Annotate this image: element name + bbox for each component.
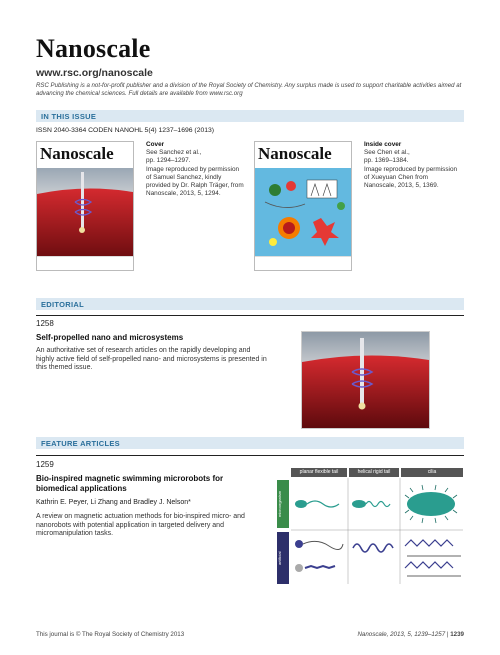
inside-cover-art: [255, 142, 351, 270]
editorial-page-number: 1258: [36, 319, 54, 328]
cover-caption-line: Nanoscale, 2013, 5, 1294.: [146, 190, 221, 198]
inside-cover-footer-strip: [255, 256, 351, 270]
editorial-title[interactable]: Self-propelled nano and microsystems: [36, 333, 184, 342]
footer-citation: [357, 631, 464, 638]
inside-cover-label: Inside cover: [364, 141, 402, 148]
feature-title[interactable]: [36, 474, 266, 494]
editorial-heading: EDITORIAL: [41, 300, 84, 309]
footer-separator: |: [446, 631, 451, 638]
feature-abstract: A review on magnetic actuation methods for bio-inspired micro- and nanorobots with potential application in targeted delivery and micromanipulation tasks.: [36, 513, 245, 538]
feature-rule: [36, 455, 464, 456]
fig-row-label-artificial: artificial: [277, 532, 289, 584]
feature-articles-bar: [36, 437, 464, 449]
editorial-graphic-art: [302, 332, 429, 428]
fig-header-planar: planar flexible tail: [291, 468, 347, 477]
inside-cover-caption-line: Nanoscale, 2013, 5, 1369.: [364, 182, 439, 190]
editorial-bar: [36, 298, 464, 310]
cover-footer-strip: [37, 256, 133, 270]
in-this-issue-bar: [36, 110, 464, 122]
cover-masthead: Nanoscale: [40, 144, 114, 163]
journal-url[interactable]: www.rsc.org/nanoscale: [36, 67, 153, 79]
inside-cover-caption-line: Image reproduced by permission: [364, 165, 458, 173]
publisher-note: RSC Publishing is a not-for-profit publisher and a division of the Royal Society of Chemistry. Any surplus made is used to support charitable activities aimed at advancing the chemical sciences. Full details are available from www.rsc.org: [36, 82, 462, 97]
inside-cover-masthead: Nanoscale: [258, 144, 332, 163]
feature-articles-heading: FEATURE ARTICLES: [41, 439, 120, 448]
feature-title-line: biomedical applications: [36, 484, 127, 493]
inside-cover-caption-line: of Xueyuan Chen from: [364, 173, 428, 181]
footer-citation-text: Nanoscale, 2013, 5, 1239–1257: [357, 631, 446, 638]
inside-cover-caption: [364, 141, 474, 190]
feature-graphic: [277, 468, 463, 584]
cover-art: [37, 142, 133, 270]
feature-graphic-art: [277, 468, 463, 584]
fig-header-helical: helical rigid tail: [349, 468, 399, 477]
cover-label: Cover: [146, 141, 165, 148]
feature-title-line: Bio-inspired magnetic swimming microrobots for: [36, 474, 224, 483]
issn-line: ISSN 2040-3364 CODEN NANOHL 5(4) 1237–1696 (2013): [36, 127, 215, 134]
fig-header-cilia: cilia: [401, 468, 463, 477]
feature-authors: Kathrin E. Peyer, Li Zhang and Bradley J. Nelson*: [36, 499, 191, 506]
editorial-abstract: An authoritative set of research articles on the rapidly developing and highly active field of self-propelled nano- and microsystems is presented in this themed issue.: [36, 347, 267, 372]
cover-caption-line: Image reproduced by permission: [146, 165, 240, 173]
editorial-rule: [36, 315, 464, 316]
cover-caption-line: pp. 1294–1297.: [146, 157, 191, 165]
footer-copyright: This journal is © The Royal Society of Chemistry 2013: [36, 631, 185, 638]
fig-row-label-micro: microorganism: [277, 480, 289, 528]
cover-image: [36, 141, 134, 271]
cover-caption-line: See Sanchez et al.,: [146, 149, 202, 157]
cover-caption-line: provided by Dr. Ralph Träger, from: [146, 182, 244, 190]
in-this-issue-heading: IN THIS ISSUE: [41, 112, 97, 121]
editorial-graphic: [301, 331, 430, 429]
cover-caption: [146, 141, 256, 198]
inside-cover-caption-line: See Chen et al.,: [364, 149, 410, 157]
cover-caption-line: of Samuel Sanchez, kindly: [146, 173, 222, 181]
inside-cover-image: [254, 141, 352, 271]
journal-title: Nanoscale: [36, 34, 151, 63]
inside-cover-caption-line: pp. 1369–1384.: [364, 157, 409, 165]
footer-page-number: 1239: [450, 631, 464, 638]
feature-page-number: 1259: [36, 460, 54, 469]
